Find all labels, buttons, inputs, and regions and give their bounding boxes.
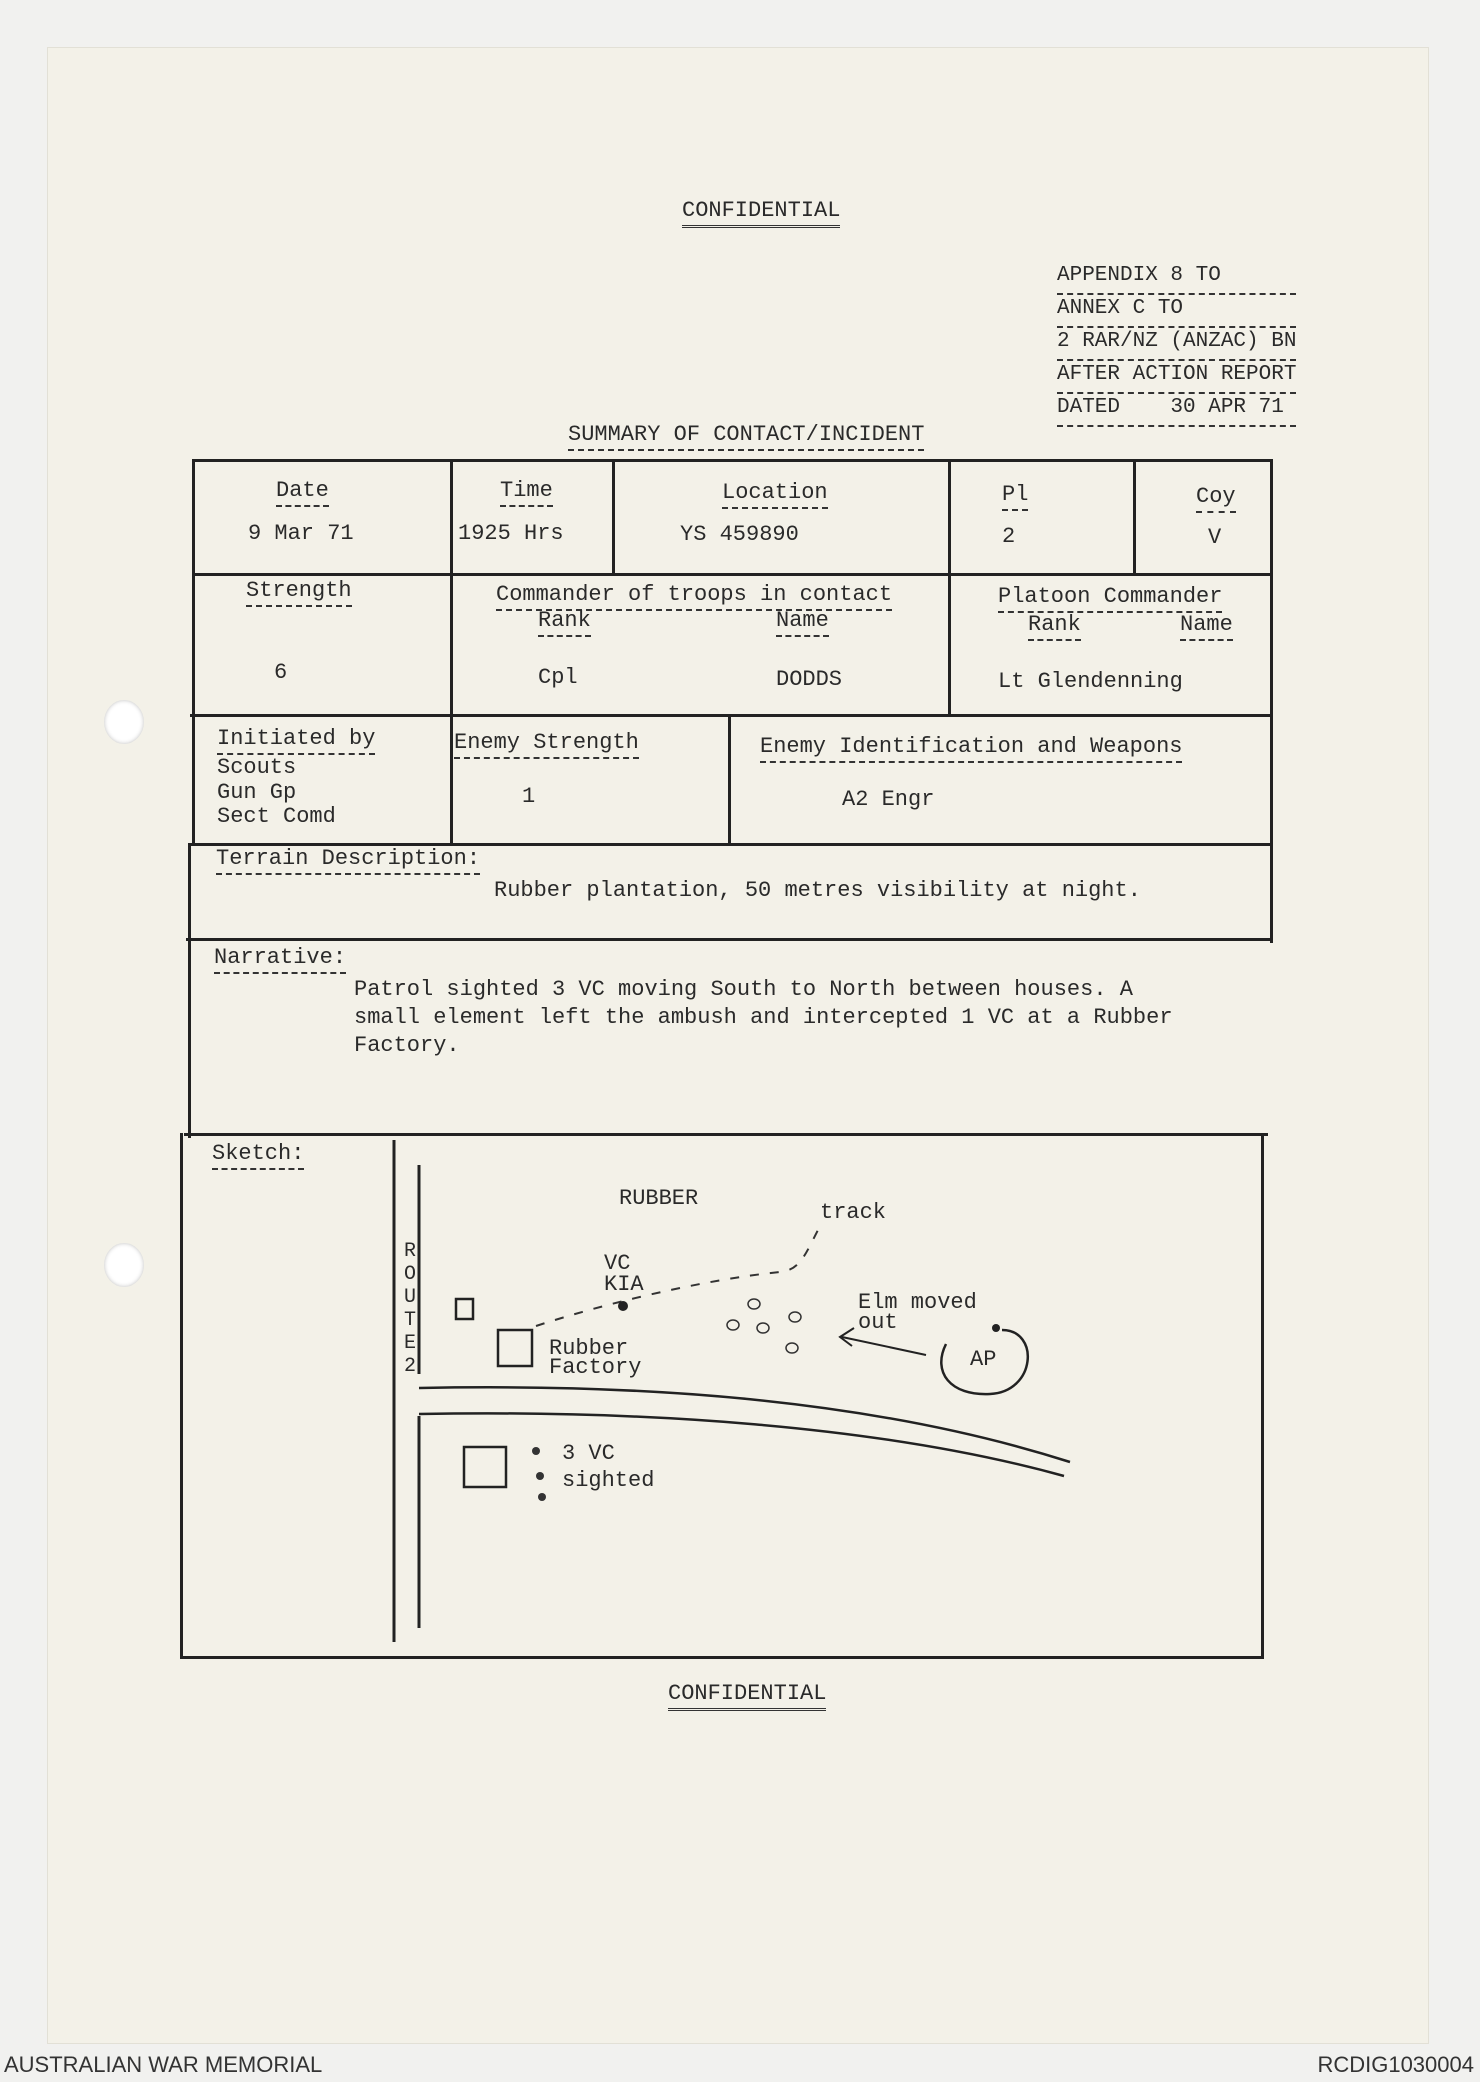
track-label: track bbox=[820, 1200, 887, 1225]
classification-footer: CONFIDENTIAL bbox=[668, 1683, 826, 1711]
classification-header: CONFIDENTIAL bbox=[682, 200, 840, 228]
name-label: Name bbox=[776, 610, 829, 637]
strength-value: 6 bbox=[274, 660, 288, 685]
ap-marker bbox=[992, 1324, 1000, 1332]
commander-label: Commander of troops in contact bbox=[496, 584, 892, 611]
initiated-option: Scouts bbox=[217, 755, 297, 780]
element-moved-label: out bbox=[858, 1310, 898, 1335]
track-line bbox=[536, 1230, 818, 1326]
coy-value: V bbox=[1208, 525, 1222, 550]
sketch-label: Sketch: bbox=[212, 1143, 304, 1170]
enemy-strength-value: 1 bbox=[522, 784, 536, 809]
movement-arrow bbox=[842, 1337, 926, 1355]
date-label: Date bbox=[276, 480, 329, 507]
vc-sighted-marker bbox=[538, 1493, 546, 1501]
terrain-text: Rubber plantation, 50 metres visibility at night. bbox=[494, 878, 1141, 903]
commander-rank: Cpl bbox=[538, 665, 578, 690]
vc-sighted-label: 3 VC bbox=[562, 1441, 615, 1466]
initiated-option: Sect Comd bbox=[217, 804, 336, 829]
patrol-position-icon bbox=[727, 1320, 739, 1330]
patrol-position-icon bbox=[748, 1299, 760, 1309]
coy-label: Coy bbox=[1196, 486, 1236, 513]
strength-label: Strength bbox=[246, 580, 352, 607]
vc-kia-marker bbox=[618, 1301, 628, 1311]
route-label: ROUTE 2 bbox=[403, 1240, 416, 1378]
form-title: SUMMARY OF CONTACT/INCIDENT bbox=[568, 424, 924, 451]
platoon-commander-label: Platoon Commander bbox=[998, 586, 1222, 613]
rubber-label: RUBBER bbox=[619, 1186, 699, 1211]
narrative-line: Factory. bbox=[354, 1033, 460, 1058]
rubber-factory-label: Factory bbox=[549, 1355, 642, 1380]
appendix-line: DATED 30 APR 71 bbox=[1057, 394, 1296, 427]
patrol-position-icon bbox=[789, 1312, 801, 1322]
enemy-id-label: Enemy Identification and Weapons bbox=[760, 736, 1182, 763]
vc-kia-label: KIA bbox=[604, 1272, 644, 1297]
time-label: Time bbox=[500, 480, 553, 507]
archive-credit: AUSTRALIAN WAR MEMORIAL bbox=[4, 2052, 323, 2077]
date-value: 9 Mar 71 bbox=[248, 521, 354, 546]
element-moved-label: Elm moved bbox=[858, 1290, 977, 1315]
platoon-commander-value: Lt Glendenning bbox=[998, 669, 1183, 694]
narrative-label: Narrative: bbox=[214, 947, 346, 974]
vc-kia-label: VC bbox=[604, 1251, 631, 1276]
enemy-strength-label: Enemy Strength bbox=[454, 732, 639, 759]
rank-label: Rank bbox=[538, 610, 591, 637]
building-icon bbox=[464, 1447, 506, 1487]
initiated-option: Gun Gp bbox=[217, 780, 297, 805]
pl-value: 2 bbox=[1002, 524, 1016, 549]
time-value: 1925 Hrs bbox=[458, 521, 564, 546]
vc-sighted-marker bbox=[532, 1447, 540, 1455]
appendix-line: 2 RAR/NZ (ANZAC) BN bbox=[1057, 328, 1296, 361]
rubber-factory-icon bbox=[498, 1330, 532, 1366]
archive-id: RCDIG1030004 bbox=[1317, 2052, 1474, 2077]
ap-label: AP bbox=[970, 1347, 997, 1372]
location-value: YS 459890 bbox=[680, 522, 799, 547]
patrol-position-icon bbox=[786, 1343, 798, 1353]
location-label: Location bbox=[722, 482, 828, 509]
pc-rank-label: Rank bbox=[1028, 614, 1081, 641]
appendix-line: ANNEX C TO bbox=[1057, 295, 1296, 328]
enemy-id-value: A2 Engr bbox=[842, 787, 935, 812]
pc-name-label: Name bbox=[1180, 614, 1233, 641]
road-edge-line bbox=[419, 1413, 1064, 1476]
rubber-factory-label: Rubber bbox=[549, 1336, 629, 1361]
terrain-label: Terrain Description: bbox=[216, 848, 480, 875]
initiated-label: Initiated by bbox=[217, 728, 375, 755]
narrative-line: Patrol sighted 3 VC moving South to North between houses. A bbox=[354, 977, 1133, 1002]
narrative-line: small element left the ambush and intercepted 1 VC at a Rubber bbox=[354, 1005, 1173, 1030]
commander-name: DODDS bbox=[776, 667, 843, 692]
vc-sighted-label: sighted bbox=[562, 1468, 655, 1493]
building-icon bbox=[456, 1299, 473, 1319]
vc-sighted-marker bbox=[536, 1472, 544, 1480]
appendix-line: AFTER ACTION REPORT bbox=[1057, 361, 1296, 394]
pl-label: Pl bbox=[1002, 484, 1028, 511]
patrol-position-icon bbox=[757, 1323, 769, 1333]
appendix-line: APPENDIX 8 TO bbox=[1057, 262, 1296, 295]
